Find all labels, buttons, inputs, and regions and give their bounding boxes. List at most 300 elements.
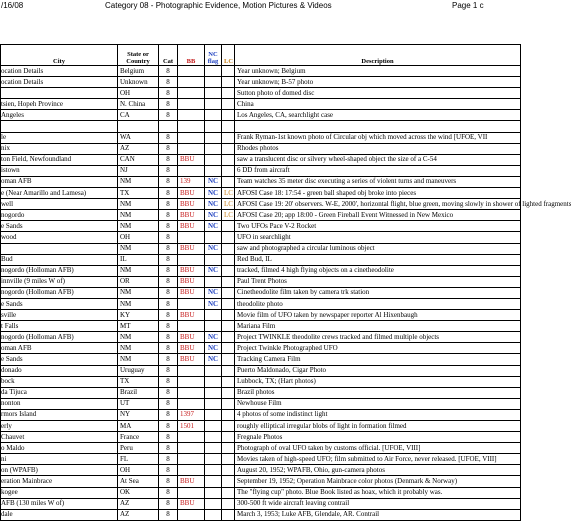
cell-city: Chauvet [1,432,118,443]
cell-city: le [1,132,118,143]
cell-city: ton Field, Newfoundland [1,154,118,165]
cell-nc: NC [205,188,222,199]
cell-state: MT [118,321,159,332]
table-row [1,465,521,476]
cell-state: Belgium [118,66,159,77]
cell-cat: 8 [159,343,178,354]
col-header-description: Description [235,45,521,66]
cell-description: Red Bud, IL [235,254,521,265]
cell-lc [222,310,235,321]
cell-state: TX [118,188,159,199]
cell-nc [205,465,222,476]
cell-lc [222,476,235,487]
cell-city: oman AFB [1,176,118,187]
table-row [1,354,521,365]
table-row [1,243,521,254]
table-row [1,498,521,509]
cell-state: Peru [118,443,159,454]
cell-cat: 8 [159,254,178,265]
cell-nc [205,99,222,110]
cell-state: UT [118,398,159,409]
col-header-city: City [1,45,118,66]
cell-nc: NC [205,298,222,309]
table-header-row [1,45,521,66]
cell-state: AZ [118,498,159,509]
cell-nc [205,254,222,265]
cell-city: tsien, Hopeh Province [1,99,118,110]
cell-city: donado [1,365,118,376]
table-row [1,110,521,121]
cell-city: rmors Island [1,409,118,420]
cell-description: 300-500 ft wide aircraft leaving contrail [235,498,521,509]
cell-lc [222,99,235,110]
cell-bb [178,254,205,265]
cell-description: Mariana Film [235,321,521,332]
cell-bb [178,443,205,454]
cell-description: China [235,99,521,110]
cell-nc [205,409,222,420]
cell-description: Project Twinkle Photographed UFO [235,343,521,354]
cell-lc [222,454,235,465]
cell-description: Lubbock, TX; (Hart photos) [235,376,521,387]
cell-description: Paul Trent Photos [235,276,521,287]
cell-cat: 8 [159,110,178,121]
table-row [1,165,521,176]
cell-nc [205,110,222,121]
cell-state: NM [118,287,159,298]
cell-bb: BBU [178,199,205,210]
cell-description: saw and photographed a circular luminous object [235,243,521,254]
cell-city: ocation Details [1,77,118,88]
cell-state: FL [118,454,159,465]
cell-city: dale [1,509,118,520]
cell-cat: 8 [159,310,178,321]
cell-bb [178,77,205,88]
cell-nc [205,476,222,487]
cell-bb: BBU [178,188,205,199]
cell-city: ocation Details [1,66,118,77]
cell-state: NM [118,176,159,187]
cell-city: eration Mainbrace [1,476,118,487]
cell-bb: 1397 [178,409,205,420]
cell-description: Movies taken of high-speed UFO; film submitted to Air Force, never released. [UFOE, VIII] [235,454,521,465]
cell-cat: 8 [159,265,178,276]
cell-state: At Sea [118,476,159,487]
cell-cat: 8 [159,321,178,332]
cell-lc [222,88,235,99]
cell-state: KY [118,310,159,321]
cell-nc [205,165,222,176]
cell-lc [222,243,235,254]
cell-bb [178,298,205,309]
cell-state: WA [118,132,159,143]
cell-description: Sutton photo of domed disc [235,88,521,99]
cell-city: nogordo (Holloman AFB) [1,287,118,298]
cell-lc [222,121,235,132]
cell-city: t Falls [1,321,118,332]
cell-bb: BBU [178,310,205,321]
table-row [1,343,521,354]
cell-lc [222,421,235,432]
cell-cat: 8 [159,387,178,398]
table-row [1,298,521,309]
cell-city: Bud [1,254,118,265]
cell-city: kogee [1,487,118,498]
cell-nc [205,387,222,398]
cell-cat: 8 [159,298,178,309]
cell-bb: BBU [178,210,205,221]
cell-state [118,121,159,132]
col-header-state: State or Country [118,45,159,66]
cell-description: Frank Ryman-1st known photo of Circular obj which moved across the wind [UFOE, VII [235,132,521,143]
cell-state: NM [118,199,159,210]
cell-state: AZ [118,509,159,520]
cell-lc [222,443,235,454]
cell-city: da Tijuca [1,387,118,398]
cell-nc [205,132,222,143]
cell-cat: 8 [159,443,178,454]
cell-bb: BBU [178,498,205,509]
cell-lc [222,232,235,243]
cell-description: The "flying cup" photo. Blue Book listed as hoax, which it probably was. [235,487,521,498]
cell-lc [222,165,235,176]
cell-cat: 8 [159,376,178,387]
cell-description: Rhodes photos [235,143,521,154]
cell-lc [222,498,235,509]
cell-description: Puerto Maldonado, Cigar Photo [235,365,521,376]
page-number: Page 1 c [452,1,484,10]
cell-state: TX [118,376,159,387]
cell-cat: 8 [159,354,178,365]
cell-cat: 8 [159,165,178,176]
cell-nc: NC [205,332,222,343]
cell-nc: NC [205,265,222,276]
cell-description: Year unknown; B-57 photo [235,77,521,88]
cell-bb [178,321,205,332]
table-row [1,121,521,132]
table-row [1,398,521,409]
cell-state: CAN [118,154,159,165]
cell-nc [205,398,222,409]
cell-nc: NC [205,287,222,298]
cell-cat: 8 [159,210,178,221]
col-header-cat: Cat [159,45,178,66]
cell-description: August 20, 1952; WPAFB, Ohio, gun-camera photos [235,465,521,476]
cell-description: Tracking Camera Film [235,354,521,365]
cell-nc [205,310,222,321]
cell-bb [178,432,205,443]
cell-lc [222,354,235,365]
page-header [0,0,500,44]
table-row [1,287,521,298]
cell-lc [222,143,235,154]
cell-state: NM [118,298,159,309]
cell-lc [222,176,235,187]
cell-bb [178,88,205,99]
table-row [1,66,521,77]
cell-lc [222,265,235,276]
cell-description [235,121,521,132]
cell-city: o Maldo [1,443,118,454]
cell-state: NM [118,265,159,276]
table-row [1,210,521,221]
cell-nc [205,276,222,287]
cell-lc [222,287,235,298]
cell-bb: BBU [178,476,205,487]
table-row [1,176,521,187]
cell-cat: 8 [159,66,178,77]
cell-state: France [118,432,159,443]
cell-lc [222,254,235,265]
cell-description: UFO in searchlight [235,232,521,243]
table-row [1,265,521,276]
cell-description: Two UFOs Pace V-2 Rocket [235,221,521,232]
cell-nc [205,154,222,165]
table-row [1,310,521,321]
col-header-bb: BB [178,45,205,66]
cell-description: tracked, filmed 4 high flying objects on a cinetheodolite [235,265,521,276]
cell-nc [205,432,222,443]
cell-lc [222,321,235,332]
cell-nc: NC [205,221,222,232]
cell-lc: LC [222,188,235,199]
cell-city: istown [1,165,118,176]
cell-bb [178,132,205,143]
cell-bb [178,99,205,110]
cell-nc [205,77,222,88]
table-row [1,409,521,420]
cell-nc [205,376,222,387]
cell-city: e (Near Amarillo and Lamesa) [1,188,118,199]
cell-nc [205,498,222,509]
cell-cat: 8 [159,465,178,476]
cell-city [1,88,118,99]
cell-description: September 19, 1952; Operation Mainbrace color photos (Denmark & Norway) [235,476,521,487]
cell-nc: NC [205,176,222,187]
cell-description: Newhouse Film [235,398,521,409]
cell-state: CA [118,110,159,121]
cell-bb [178,387,205,398]
table-row [1,154,521,165]
table-row [1,77,521,88]
cell-state: OH [118,232,159,243]
cell-lc [222,298,235,309]
cell-state: NM [118,343,159,354]
table-row [1,221,521,232]
table-row [1,432,521,443]
cell-cat: 8 [159,398,178,409]
cell-description: saw a translucent disc or silvery wheel-shaped object the size of a C-54 [235,154,521,165]
cell-bb: BBU [178,287,205,298]
cell-state: NJ [118,165,159,176]
table-row [1,443,521,454]
cell-cat: 8 [159,287,178,298]
cell-bb: 1501 [178,421,205,432]
cell-bb: BBU [178,354,205,365]
cell-lc [222,110,235,121]
cell-state: Unknown [118,77,159,88]
cell-lc [222,409,235,420]
cell-state: MA [118,421,159,432]
cell-state: OH [118,465,159,476]
col-header-nc: NC flag [205,45,222,66]
cell-bb [178,376,205,387]
table-body [1,66,571,521]
table-row [1,476,521,487]
cell-bb: BBU [178,276,205,287]
cell-cat: 8 [159,77,178,88]
cell-state: NM [118,221,159,232]
cell-nc [205,487,222,498]
cell-nc [205,121,222,132]
table-row [1,88,521,99]
cell-lc [222,343,235,354]
cell-city: nonton [1,398,118,409]
table-row [1,99,521,110]
cell-city: erly [1,421,118,432]
cell-bb [178,110,205,121]
cell-lc: LC [222,199,235,210]
cell-bb: 139 [178,176,205,187]
cell-city: on (WPAFB) [1,465,118,476]
cell-description: Year unknown; Belgium [235,66,521,77]
cell-cat: 8 [159,199,178,210]
cell-cat: 8 [159,176,178,187]
cell-description: roughly elliptical irregular blobs of light in formation filmed [235,421,521,432]
table-row [1,199,521,210]
cell-bb: BBU [178,343,205,354]
cell-description: AFOSI Case 19: 20' observers. W-E, 2000', horizontal flight, blue green, moving slowly in shower of lighted fragments [235,199,521,210]
table-row [1,254,521,265]
cell-cat: 8 [159,88,178,99]
cell-city: bock [1,376,118,387]
cell-state: Brazil [118,387,159,398]
cell-state: AZ [118,143,159,154]
cell-nc [205,443,222,454]
cell-lc [222,276,235,287]
cell-cat: 8 [159,476,178,487]
cell-state: NY [118,409,159,420]
cell-description: Photograph of oval UFO taken by customs official. [UFOE, VIII] [235,443,521,454]
cell-cat: 8 [159,143,178,154]
cell-nc: NC [205,210,222,221]
table-row [1,143,521,154]
cell-state: NM [118,210,159,221]
cell-nc: NC [205,199,222,210]
cell-nc: NC [205,354,222,365]
cell-city: e Sands [1,354,118,365]
cell-lc [222,487,235,498]
cell-cat: 8 [159,232,178,243]
cell-cat: 8 [159,276,178,287]
cell-state: OR [118,276,159,287]
cell-cat [159,121,178,132]
cell-cat: 8 [159,221,178,232]
cell-nc [205,321,222,332]
cell-bb [178,365,205,376]
cell-bb [178,232,205,243]
cell-state: OH [118,88,159,99]
cell-cat: 8 [159,498,178,509]
cell-cat: 8 [159,487,178,498]
cell-city: e Sands [1,221,118,232]
report-date: /16/08 [1,1,24,10]
cell-description: theodolite photo [235,298,521,309]
cell-lc [222,387,235,398]
cell-nc [205,365,222,376]
table-row [1,509,521,520]
cell-state: Uruguay [118,365,159,376]
table-row [1,132,521,143]
cell-lc [222,465,235,476]
table-row [1,188,521,199]
cell-city: innville (9 miles W of) [1,276,118,287]
table-row [1,387,521,398]
cell-cat: 8 [159,188,178,199]
cell-bb [178,487,205,498]
cell-nc: NC [205,243,222,254]
table-row [1,232,521,243]
cell-description: Project TWINKLE theodolite crews tracked and filmed multiple objects [235,332,521,343]
cell-bb: BBU [178,332,205,343]
table-row [1,487,521,498]
cell-nc [205,66,222,77]
cell-bb [178,66,205,77]
cell-description: Movie film of UFO taken by newspaper reporter Al Hixenbaugh [235,310,521,321]
cell-city: wood [1,232,118,243]
cell-city: e Sands [1,298,118,309]
cell-lc [222,77,235,88]
cell-city: well [1,199,118,210]
cell-city: nogordo [1,210,118,221]
cell-cat: 8 [159,509,178,520]
cell-lc [222,509,235,520]
cell-bb [178,165,205,176]
cell-city: AFB (130 miles W of) [1,498,118,509]
cell-description: AFOSI Case 18: 17:54 - green ball shaped obj broke into pieces [235,188,521,199]
cell-description: Los Angeles, CA, searchlight case [235,110,521,121]
col-header-lc: LC [222,45,235,66]
cell-city: nogordo (Holloman AFB) [1,265,118,276]
cell-bb: BBU [178,221,205,232]
cell-lc [222,376,235,387]
cell-description: March 3, 1953; Luke AFB, Glendale, AR. Contrail [235,509,521,520]
cell-description: 6 DD from aircraft [235,165,521,176]
table-row [1,365,521,376]
table-row [1,332,521,343]
cell-nc [205,454,222,465]
cell-state: NM [118,332,159,343]
cell-city [1,243,118,254]
cell-bb [178,454,205,465]
cell-state: NM [118,354,159,365]
cell-state: N. China [118,99,159,110]
cell-city: nix [1,143,118,154]
cell-description: Fregnale Photos [235,432,521,443]
cell-lc [222,154,235,165]
cell-bb: BBU [178,243,205,254]
table-row [1,421,521,432]
cell-nc [205,421,222,432]
table-row [1,321,521,332]
cell-state: NM [118,243,159,254]
cell-cat: 8 [159,154,178,165]
cell-bb: BBU [178,265,205,276]
cell-lc [222,66,235,77]
cell-city: sville [1,310,118,321]
cell-lc: LC [222,210,235,221]
cell-description: Cinetheodolite film taken by camera trk station [235,287,521,298]
